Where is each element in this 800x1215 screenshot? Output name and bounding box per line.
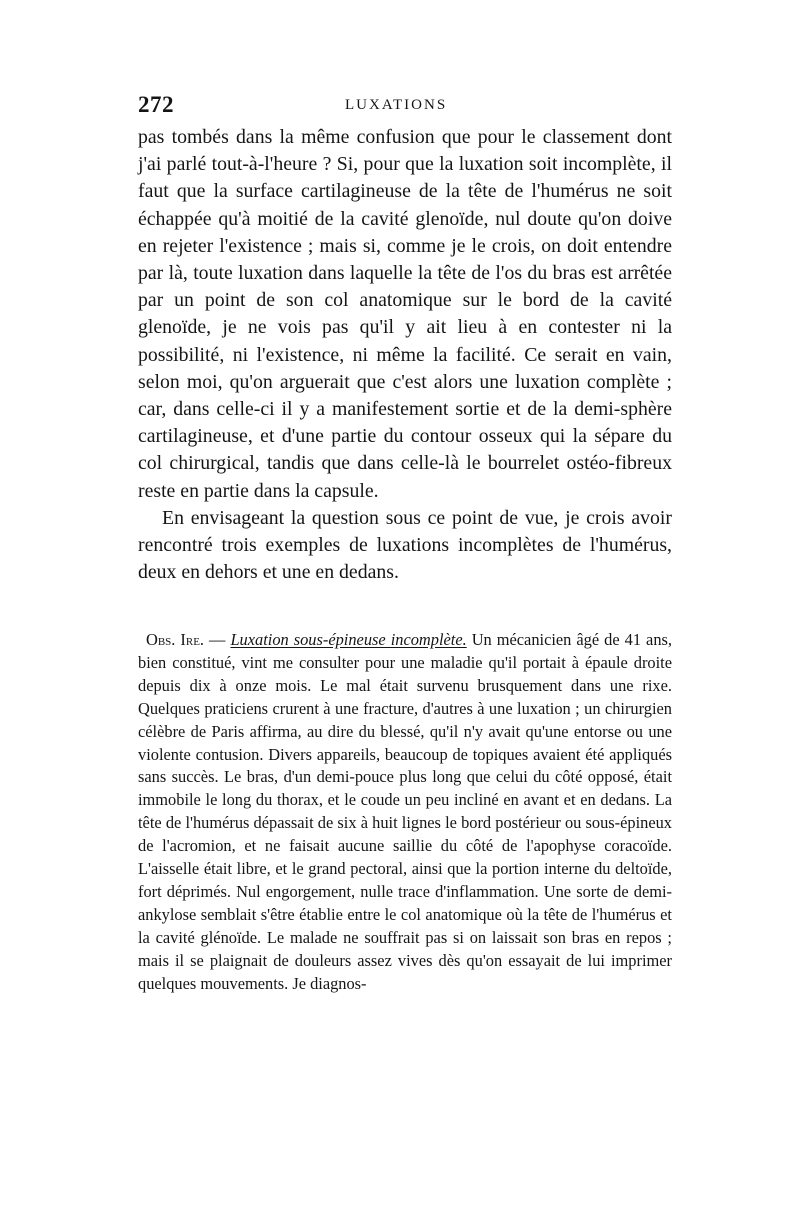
running-title: LUXATIONS	[345, 97, 448, 113]
observation-title: Luxation sous-épineuse incomplète.	[230, 630, 467, 649]
observation-label: Obs. Ire.	[146, 630, 205, 649]
page-number: 272	[138, 92, 174, 117]
observation-text: Un mécanicien âgé de 41 ans, bien constitué, vint me consulter pour une maladie qu'il portait à épaule droite depuis dix à onze mois. Le mal était survenu brusquement dans une rixe. Quelques praticiens crurent à une fracture, d'autres à une luxation ; un chirurgien célèbre de Paris affirma, au dire du blessé, qu'il n'y avait qu'une entorse ou une violente contusion. Divers appareils, beaucoup de topiques avaient été appliqués sans succès. Le bras, d'un demi-pouce plus long que celui du côté opposé, était immobile le long du thorax, et le coude un peu incliné en avant et en dedans. La tête de l'humérus dépassait de six à huit lignes le bord postérieur ou sous-épineux de l'acromion, et ne faisait aucune saillie du côté de l'apophyse coracoïde. L'aisselle était libre, et le grand pectoral, ainsi que la portion interne du deltoïde, fort déprimés. Nul engorgement, nulle trace d'inflammation. Une sorte de demi-ankylose semblait s'être établie entre le col anatomique où la tête de l'humérus et la cavité glénoïde. Le malade ne souffrait pas si on laissait son bras en repos ; mais il se plaignait de douleurs assez vives dès qu'on essayait de lui imprimer quelques mouvements. Je diagnos-	[138, 630, 672, 993]
page-header	[138, 92, 672, 118]
paragraph-three-examples: En envisageant la question sous ce point de vue, je crois avoir rencontré trois exemples de luxations incomplètes de l'humérus, deux en dehors et une en dedans.	[138, 506, 672, 584]
observation-paragraph	[138, 629, 672, 996]
paragraph-continuation: pas tombés dans la même confusion que pour le classement dont j'ai parlé tout-à-l'heure ? Si, pour que la luxation soit incomplète, il faut que la surface cartilagineuse de la tête de l'humérus ne soit échappée qu'à moitié de la cavité glenoïde, nul doute qu'on doive en rejeter l'existence ; mais si, comme je le crois, on doit entendre par là, toute luxation dans laquelle la tête de l'os du bras est arrêtée par un point de son col anatomique sur le bord de la cavité glenoïde, je ne vois pas qu'il y ait lieu à en contester ni la possibilité, ni l'existence, ni même la facilité. Ce serait en vain, selon moi, qu'on arguerait que c'est alors une luxation complète ; car, dans celle-ci il y a manifestement sortie et de la demi-sphère cartilagineuse, et d'une partie du contour osseux qui la sépare du col chirurgical, tandis que dans celle-là le bourrelet ostéo-fibreux reste en partie dans la capsule.	[138, 126, 672, 502]
main-text	[138, 124, 672, 586]
observation-block	[138, 629, 672, 996]
observation-dash: —	[204, 630, 231, 649]
